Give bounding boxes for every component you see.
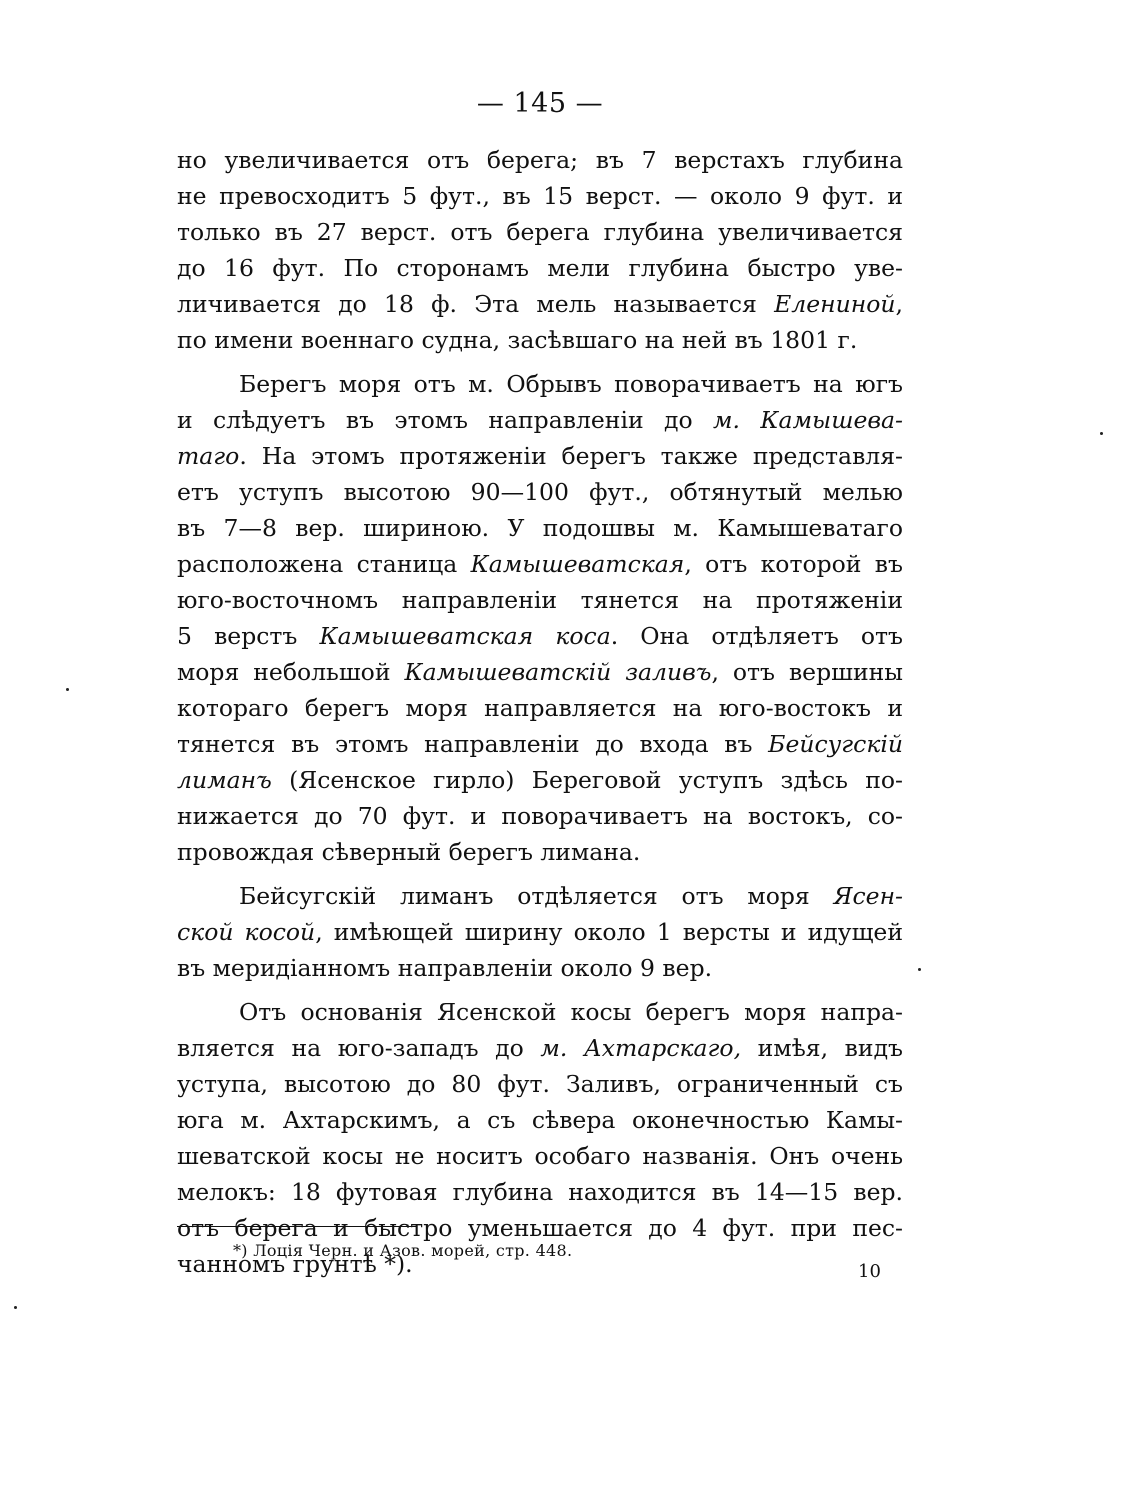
paragraph bbox=[177, 366, 903, 870]
text-line: по имени военнаго судна, засѣвшаго на ней въ 1801 г. bbox=[177, 326, 858, 354]
scan-speck bbox=[918, 968, 921, 971]
text-line: юго-восточномъ направленіи тянется на протяженіи bbox=[177, 586, 903, 614]
text-line: и слѣдуетъ въ этомъ направленіи до м. Камышева- bbox=[177, 406, 903, 434]
text-line: нижается до 70 фут. и поворачиваетъ на востокъ, со- bbox=[177, 802, 903, 830]
text-line: лиманъ (Ясенское гирло) Береговой уступъ здѣсь по- bbox=[177, 766, 903, 794]
text-line: до 16 фут. По сторонамъ мели глубина быстро уве- bbox=[177, 254, 903, 282]
text-line: Отъ основанія Ясенской косы берегъ моря напра- bbox=[239, 998, 903, 1026]
text-line: уступа, высотою до 80 фут. Заливъ, ограниченный съ bbox=[177, 1070, 903, 1098]
text-line: Бейсугскій лиманъ отдѣляется отъ моря Ясен- bbox=[239, 882, 903, 910]
text-line: личивается до 18 ф. Эта мель называется Елениной, bbox=[177, 290, 903, 318]
text-line: провождая сѣверный берегъ лимана. bbox=[177, 838, 641, 866]
text-line: чанномъ грунтѣ *). bbox=[177, 1250, 413, 1278]
text-line: но увеличивается отъ берега; въ 7 верстахъ глубина bbox=[177, 146, 903, 174]
text-line: тянется въ этомъ направленіи до входа въ Бейсугскій bbox=[177, 730, 903, 758]
text-line: Берегъ моря отъ м. Обрывъ поворачиваетъ на югъ bbox=[239, 370, 903, 398]
text-line: мелокъ: 18 футовая глубина находится въ 14—15 вер. bbox=[177, 1178, 903, 1206]
paragraph bbox=[177, 142, 903, 358]
page-number: — 145 — bbox=[476, 88, 604, 119]
text-line: въ меридіанномъ направленіи около 9 вер. bbox=[177, 954, 713, 982]
text-line: 5 верстъ Камышеватская коса. Она отдѣляетъ отъ bbox=[177, 622, 904, 650]
signature-mark: 10 bbox=[858, 1261, 881, 1282]
text-line: шеватской косы не носитъ особаго названія. Онъ очень bbox=[177, 1142, 903, 1170]
text-line: етъ уступъ высотою 90—100 фут., обтянутый мелью bbox=[177, 478, 903, 506]
footnote-divider bbox=[177, 1226, 417, 1227]
text-line: расположена станица Камышеватская, отъ которой въ bbox=[177, 550, 903, 578]
scan-speck bbox=[14, 1306, 17, 1309]
footnote: *) Лоція Черн. и Азов. морей, стр. 448. bbox=[233, 1241, 573, 1260]
text-line: котораго берегъ моря направляется на юго-востокъ и bbox=[177, 694, 903, 722]
text-line: не превосходитъ 5 фут., въ 15 верст. — около 9 фут. и bbox=[177, 182, 903, 210]
scan-speck bbox=[1100, 432, 1103, 435]
scan-speck bbox=[66, 688, 69, 691]
paragraph bbox=[177, 994, 903, 1282]
body-text bbox=[177, 142, 903, 1282]
text-line: вляется на юго-западъ до м. Ахтарскаго, имѣя, видъ bbox=[177, 1034, 903, 1062]
text-line: ской косой, имѣющей ширину около 1 версты и идущей bbox=[177, 918, 903, 946]
paragraph bbox=[177, 878, 903, 986]
text-line: таго. На этомъ протяженіи берегъ также представля- bbox=[177, 442, 903, 470]
text-line: моря небольшой Камышеватскій заливъ, отъ вершины bbox=[177, 658, 904, 686]
text-line: юга м. Ахтарскимъ, а съ сѣвера оконечностью Камы- bbox=[177, 1106, 903, 1134]
text-line: въ 7—8 вер. шириною. У подошвы м. Камышеватаго bbox=[177, 514, 903, 542]
text-line: отъ берега и быстро уменьшается до 4 фут. при пес- bbox=[177, 1214, 903, 1242]
text-line: только въ 27 верст. отъ берега глубина увеличивается bbox=[177, 218, 903, 246]
